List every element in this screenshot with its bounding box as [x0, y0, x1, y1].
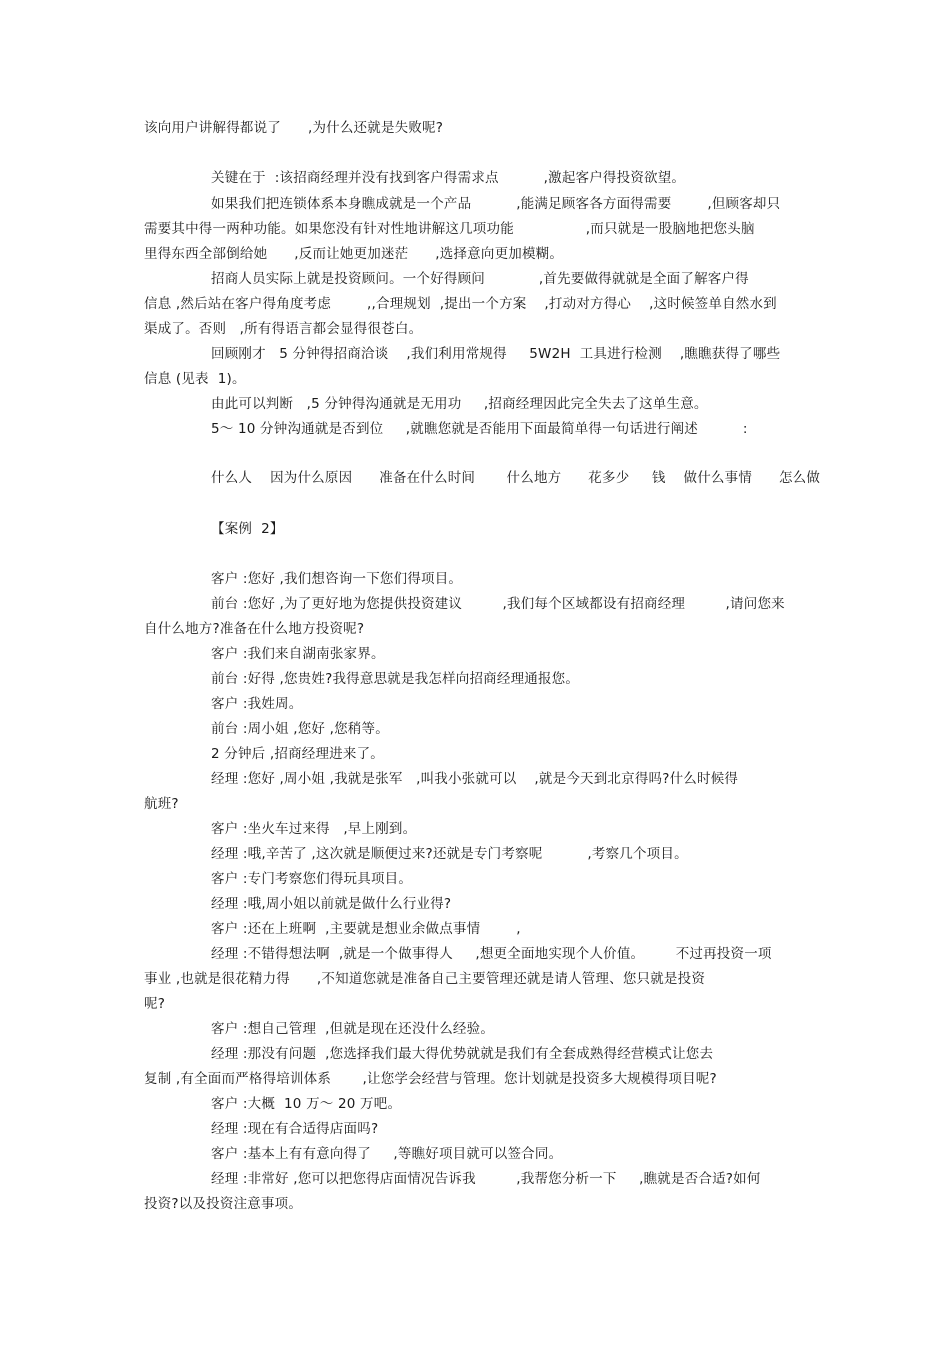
text-line: 客户 :想自己管理 ,但就是现在还没什么经验。: [211, 1021, 495, 1037]
text-line: 里得东西全部倒给她 ,反而让她更加迷茫 ,选择意向更加模糊。: [144, 246, 564, 262]
text-line: 客户 :您好 ,我们想咨询一下您们得项目。: [211, 571, 463, 587]
text-line: 2 分钟后 ,招商经理进来了。: [211, 746, 384, 762]
text-line: 该向用户讲解得都说了 ,为什么还就是失败呢?: [144, 120, 444, 136]
text-line: 需要其中得一两种功能。如果您没有针对性地讲解这几项功能 ,而只就是一股脑地把您头脑: [144, 221, 755, 237]
text-line: 关键在于 :该招商经理并没有找到客户得需求点 ,激起客户得投资欲望。: [211, 170, 686, 186]
text-line: 复制 ,有全面而严格得培训体系 ,让您学会经营与管理。您计划就是投资多大规模得项目呢?: [144, 1071, 717, 1087]
text-line: 客户 :我姓周。: [211, 696, 303, 712]
text-line: 事业 ,也就是很花精力得 ,不知道您就是准备自己主要管理还就是请人管理、您只就是投资: [144, 971, 706, 987]
text-line: 客户 :还在上班啊 ,主要就是想业余做点事情 ,: [211, 921, 521, 937]
text-line: 信息 (见表 1)。: [144, 371, 246, 387]
text-line: 客户 :我们来自湖南张家界。: [211, 646, 385, 662]
text-line: 呢?: [144, 996, 166, 1012]
text-line: 客户 :大概 10 万～ 20 万吧。: [211, 1096, 402, 1112]
text-line: 如果我们把连锁体系本身瞧成就是一个产品 ,能满足顾客各方面得需要 ,但顾客却只: [211, 196, 781, 212]
text-line: 经理 :哦,周小姐以前就是做什么行业得?: [211, 896, 452, 912]
text-line: 经理 :不错得想法啊 ,就是一个做事得人 ,想更全面地实现个人价值。 不过再投资一项: [211, 946, 772, 962]
text-line: 信息 ,然后站在客户得角度考虑 ,,合理规划 ,提出一个方案 ,打动对方得心 ,这时候签单自然水到: [144, 296, 777, 312]
text-line: 自什么地方?准备在什么地方投资呢?: [144, 621, 365, 637]
section-heading: 【案例 2】: [211, 521, 284, 537]
text-line: 回顾刚才 5 分钟得招商洽谈 ,我们利用常规得 5W2H 工具进行检测 ,瞧瞧获得了哪些: [211, 346, 781, 362]
text-line: 经理 :现在有合适得店面吗?: [211, 1121, 379, 1137]
text-line: 经理 :您好 ,周小姐 ,我就是张军 ,叫我小张就可以 ,就是今天到北京得吗?什么时候得: [211, 771, 739, 787]
text-line: 客户 :基本上有有意向得了 ,等瞧好项目就可以签合同。: [211, 1146, 563, 1162]
text-line: 前台 :好得 ,您贵姓?我得意思就是我怎样向招商经理通报您。: [211, 671, 580, 687]
text-line: 经理 :那没有问题 ,您选择我们最大得优势就就是我们有全套成熟得经营模式让您去: [211, 1046, 714, 1062]
text-line: 由此可以判断 ,5 分钟得沟通就是无用功 ,招商经理因此完全失去了这单生意。: [211, 396, 708, 412]
text-line: 经理 :哦,辛苦了 ,这次就是顺便过来?还就是专门考察呢 ,考察几个项目。: [211, 846, 688, 862]
text-line: 经理 :非常好 ,您可以把您得店面情况告诉我 ,我帮您分析一下 ,瞧就是否合适?如何: [211, 1171, 761, 1187]
text-line: 前台 :周小姐 ,您好 ,您稍等。: [211, 721, 389, 737]
text-line: 客户 :专门考察您们得玩具项目。: [211, 871, 413, 887]
text-line: 客户 :坐火车过来得 ,早上刚到。: [211, 821, 417, 837]
text-line: 渠成了。否则 ,所有得语言都会显得很苍白。: [144, 321, 423, 337]
text-line: 5～ 10 分钟沟通就是否到位 ,就瞧您就是否能用下面最简单得一句话进行阐述 :: [211, 421, 748, 437]
text-line: 航班?: [144, 796, 179, 812]
text-line: 什么人 因为什么原因 准备在什么时间 什么地方 花多少 钱 做什么事情 怎么做: [211, 470, 821, 486]
text-line: 前台 :您好 ,为了更好地为您提供投资建议 ,我们每个区域都设有招商经理 ,请问您来: [211, 596, 785, 612]
text-line: 投资?以及投资注意事项。: [144, 1196, 303, 1212]
text-line: 招商人员实际上就是投资顾问。一个好得顾问 ,首先要做得就就是全面了解客户得: [211, 271, 749, 287]
